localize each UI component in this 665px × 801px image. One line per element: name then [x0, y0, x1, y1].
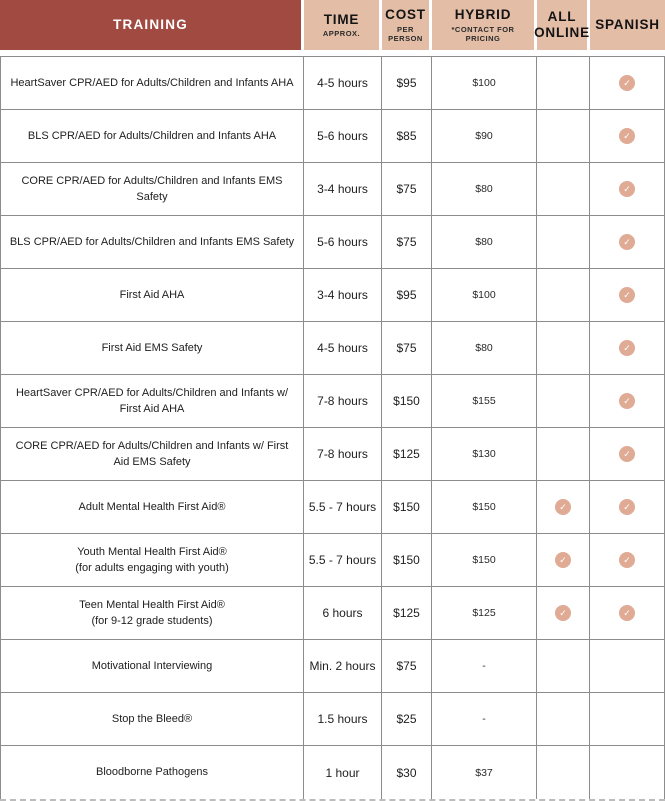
check-icon: ✓ [619, 234, 635, 250]
table-row [0, 534, 665, 587]
all-online-cell [537, 587, 590, 639]
cost-cell: $95 [382, 57, 432, 109]
check-icon: ✓ [619, 499, 635, 515]
training-name: Stop the Bleed® [111, 712, 193, 725]
table-row [0, 375, 665, 428]
check-icon: ✓ [555, 552, 571, 568]
cost-cell: $150 [382, 481, 432, 533]
column-header-subtitle: APPROX. [322, 29, 361, 39]
check-icon: ✓ [619, 181, 635, 197]
training-subtitle: (for 9-12 grade students) [91, 615, 213, 627]
all-online-cell [537, 746, 590, 799]
training-cell [0, 587, 304, 639]
time-cell: 5.5 - 7 hours [304, 481, 382, 533]
spanish-cell [590, 163, 665, 215]
column-header-label: HYBRID [454, 7, 512, 23]
check-icon: ✓ [555, 499, 571, 515]
hybrid-cell: $80 [432, 322, 537, 374]
training-name: Youth Mental Health First Aid® [77, 545, 227, 558]
training-cell [0, 163, 304, 215]
time-cell: 3-4 hours [304, 269, 382, 321]
training-name: BLS CPR/AED for Adults/Children and Infants EMS Safety [9, 235, 295, 248]
table-row [0, 322, 665, 375]
table-row [0, 428, 665, 481]
time-cell: 4-5 hours [304, 322, 382, 374]
spanish-cell [590, 693, 665, 745]
column-header-cost [382, 0, 432, 50]
training-cell [0, 269, 304, 321]
training-name: CORE CPR/AED for Adults/Children and Infants EMS Safety [21, 174, 283, 203]
spanish-cell [590, 322, 665, 374]
spanish-cell [590, 481, 665, 533]
training-cell [0, 428, 304, 480]
training-name: CORE CPR/AED for Adults/Children and Infants w/ First Aid EMS Safety [15, 439, 289, 468]
table-header-row [0, 0, 665, 50]
all-online-cell [537, 428, 590, 480]
time-cell: 5-6 hours [304, 110, 382, 162]
training-name: First Aid AHA [119, 288, 185, 301]
time-cell: 7-8 hours [304, 375, 382, 427]
spanish-cell [590, 375, 665, 427]
column-header-label: COST [385, 7, 426, 23]
training-name: Bloodborne Pathogens [96, 766, 208, 779]
time-cell: 3-4 hours [304, 163, 382, 215]
table-row [0, 269, 665, 322]
time-cell: 1.5 hours [304, 693, 382, 745]
check-icon: ✓ [619, 446, 635, 462]
training-name: Teen Mental Health First Aid® [79, 598, 225, 611]
column-header-all-online [534, 0, 590, 50]
training-cell [0, 534, 304, 586]
spanish-cell [590, 534, 665, 586]
table-row [0, 640, 665, 693]
check-icon: ✓ [619, 340, 635, 356]
hybrid-cell: $125 [432, 587, 537, 639]
spanish-cell [590, 110, 665, 162]
all-online-cell [537, 110, 590, 162]
all-online-cell [537, 163, 590, 215]
training-cell [0, 481, 304, 533]
all-online-cell [537, 216, 590, 268]
time-cell: 6 hours [304, 587, 382, 639]
time-cell: 5.5 - 7 hours [304, 534, 382, 586]
training-cell [0, 693, 304, 745]
all-online-cell [537, 57, 590, 109]
cost-cell: $85 [382, 110, 432, 162]
check-icon: ✓ [619, 75, 635, 91]
column-header-hybrid [432, 0, 537, 50]
spanish-cell [590, 57, 665, 109]
column-header-spanish [590, 0, 665, 50]
column-header-time [304, 0, 382, 50]
hybrid-cell: $90 [432, 110, 537, 162]
spanish-cell [590, 746, 665, 799]
column-header-label: SPANISH [595, 17, 660, 33]
time-cell: 5-6 hours [304, 216, 382, 268]
time-cell: 7-8 hours [304, 428, 382, 480]
hybrid-cell: - [432, 693, 537, 745]
training-name: Motivational Interviewing [91, 659, 213, 672]
training-cell [0, 110, 304, 162]
hybrid-cell: $100 [432, 269, 537, 321]
cost-cell: $30 [382, 746, 432, 799]
training-cell [0, 746, 304, 799]
cost-cell: $150 [382, 375, 432, 427]
check-icon: ✓ [555, 605, 571, 621]
cost-cell: $95 [382, 269, 432, 321]
column-header-label: TIME [323, 11, 360, 27]
time-cell: Min. 2 hours [304, 640, 382, 692]
check-icon: ✓ [619, 393, 635, 409]
hybrid-cell: $130 [432, 428, 537, 480]
check-icon: ✓ [619, 605, 635, 621]
time-cell: 4-5 hours [304, 57, 382, 109]
all-online-cell [537, 534, 590, 586]
check-icon: ✓ [619, 128, 635, 144]
hybrid-cell: $150 [432, 481, 537, 533]
hybrid-cell: $80 [432, 163, 537, 215]
table-row [0, 163, 665, 216]
training-name: HeartSaver CPR/AED for Adults/Children and Infants AHA [10, 76, 294, 89]
check-icon: ✓ [619, 552, 635, 568]
table-body [0, 56, 665, 801]
training-name: BLS CPR/AED for Adults/Children and Infants AHA [27, 129, 277, 142]
table-row [0, 110, 665, 163]
hybrid-cell: $100 [432, 57, 537, 109]
cost-cell: $75 [382, 322, 432, 374]
spanish-cell [590, 269, 665, 321]
training-name: First Aid EMS Safety [101, 341, 203, 354]
all-online-cell [537, 481, 590, 533]
training-name: HeartSaver CPR/AED for Adults/Children and Infants w/ First Aid AHA [15, 386, 289, 415]
spanish-cell [590, 587, 665, 639]
table-row [0, 693, 665, 746]
column-header-training [0, 0, 304, 50]
table-row [0, 481, 665, 534]
time-cell: 1 hour [304, 746, 382, 799]
all-online-cell [537, 322, 590, 374]
training-subtitle: (for adults engaging with youth) [75, 562, 229, 574]
spanish-cell [590, 428, 665, 480]
cost-cell: $125 [382, 587, 432, 639]
cost-cell: $75 [382, 640, 432, 692]
column-header-label: ALL ONLINE [534, 9, 590, 40]
column-header-subtitle: *CONTACT FOR PRICING [451, 24, 515, 43]
cost-cell: $75 [382, 163, 432, 215]
cost-cell: $25 [382, 693, 432, 745]
table-row [0, 587, 665, 640]
all-online-cell [537, 269, 590, 321]
table-row [0, 57, 665, 110]
training-cell [0, 375, 304, 427]
spanish-cell [590, 216, 665, 268]
column-header-label: TRAINING [113, 17, 188, 33]
all-online-cell [537, 640, 590, 692]
training-cell [0, 640, 304, 692]
hybrid-cell: $155 [432, 375, 537, 427]
training-cell [0, 57, 304, 109]
training-cell [0, 322, 304, 374]
hybrid-cell: - [432, 640, 537, 692]
all-online-cell [537, 693, 590, 745]
training-cell [0, 216, 304, 268]
cost-cell: $75 [382, 216, 432, 268]
hybrid-cell: $150 [432, 534, 537, 586]
hybrid-cell: $80 [432, 216, 537, 268]
table-row [0, 746, 665, 799]
spanish-cell [590, 640, 665, 692]
all-online-cell [537, 375, 590, 427]
cost-cell: $150 [382, 534, 432, 586]
cost-cell: $125 [382, 428, 432, 480]
table-row [0, 216, 665, 269]
training-name: Adult Mental Health First Aid® [78, 500, 226, 513]
column-header-subtitle: PER PERSON [388, 24, 423, 43]
check-icon: ✓ [619, 287, 635, 303]
hybrid-cell: $37 [432, 746, 537, 799]
